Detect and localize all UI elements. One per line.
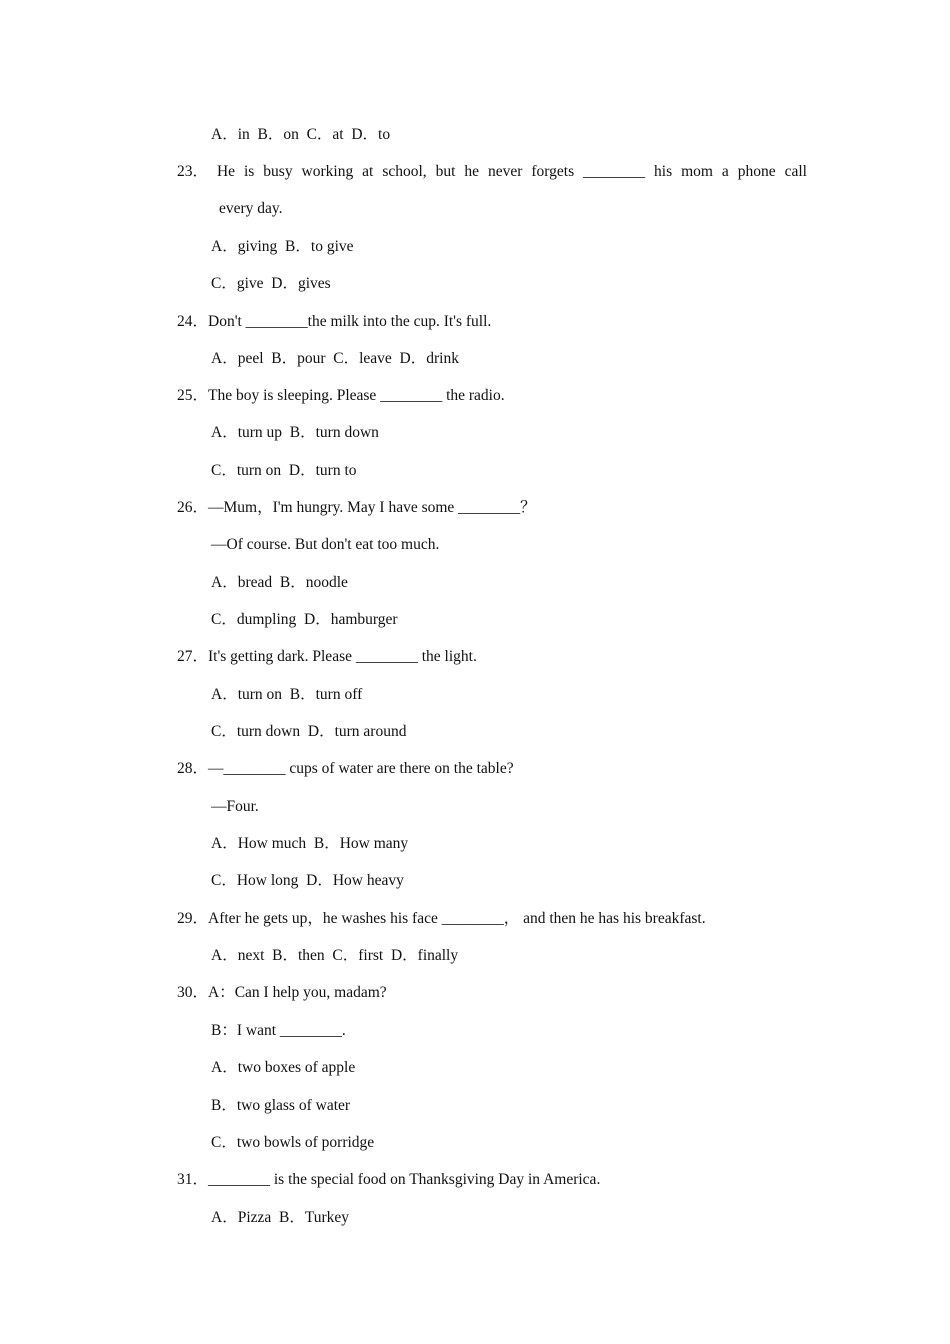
q23-word: a bbox=[721, 163, 729, 180]
q30-option-b: B．two glass of water bbox=[211, 1097, 351, 1114]
q30-reply: B：I want ________. bbox=[211, 1022, 346, 1039]
q23-word: call bbox=[784, 163, 807, 180]
q23-number: 23． bbox=[177, 163, 209, 180]
q23-word: working bbox=[301, 163, 354, 180]
q30-option-c: C．two bowls of porridge bbox=[211, 1134, 375, 1151]
q23-word: mom bbox=[681, 163, 713, 180]
q24-stem: 24．Don't ________the milk into the cup. It's full. bbox=[177, 313, 492, 330]
q30-option-a: A．two boxes of apple bbox=[211, 1059, 356, 1076]
q22-options: A．in B．on C．at D．to bbox=[211, 126, 391, 143]
q24-options: A．peel B．pour C．leave D．drink bbox=[211, 350, 459, 367]
q31-stem: 31．________ is the special food on Thanksgiving Day in America. bbox=[177, 1171, 601, 1188]
q23-word: his bbox=[654, 163, 673, 180]
q23-word: He bbox=[216, 163, 236, 180]
q23-word: school, bbox=[382, 163, 427, 180]
q28-stem: 28．—________ cups of water are there on the table? bbox=[177, 760, 514, 777]
q30-stem: 30．A：Can I help you, madam? bbox=[177, 984, 387, 1001]
q25-options-cd: C．turn on D．turn to bbox=[211, 462, 357, 479]
q23-word: he bbox=[464, 163, 480, 180]
q23-word: phone bbox=[737, 163, 776, 180]
q23-word: forgets bbox=[531, 163, 575, 180]
q26-options-ab: A．bread B．noodle bbox=[211, 574, 348, 591]
q23-options-ab: A．giving B．to give bbox=[211, 238, 354, 255]
q26-options-cd: C．dumpling D．hamburger bbox=[211, 611, 398, 628]
q26-stem: 26．—Mum，I'm hungry. May I have some ________？ bbox=[177, 499, 536, 516]
q25-stem: 25．The boy is sleeping. Please ________ the radio. bbox=[177, 387, 505, 404]
q28-options-cd: C．How long D．How heavy bbox=[211, 872, 404, 889]
q28-options-ab: A．How much B．How many bbox=[211, 835, 409, 852]
q27-stem: 27．It's getting dark. Please ________ the light. bbox=[177, 648, 477, 665]
q31-options: A．Pizza B．Turkey bbox=[211, 1209, 350, 1226]
q23-word: but bbox=[435, 163, 456, 180]
q23-word: busy bbox=[263, 163, 293, 180]
q28-reply: —Four. bbox=[211, 798, 259, 815]
q27-options-ab: A．turn on B．turn off bbox=[211, 686, 363, 703]
q23-word: never bbox=[487, 163, 523, 180]
q29-stem: 29．After he gets up，he washes his face ________， and then he has his breakfast. bbox=[177, 910, 706, 927]
q25-options-ab: A．turn up B．turn down bbox=[211, 424, 379, 441]
q29-options: A．next B．then C．first D．finally bbox=[211, 947, 459, 964]
q23-word: at bbox=[362, 163, 374, 180]
q23-options-cd: C．give D．gives bbox=[211, 275, 331, 292]
q26-reply: —Of course. But don't eat too much. bbox=[211, 536, 440, 553]
q27-options-cd: C．turn down D．turn around bbox=[211, 723, 407, 740]
q23-word: is bbox=[244, 163, 255, 180]
q23-blank: ________ bbox=[583, 163, 646, 180]
q23-stem-continued: every day. bbox=[219, 200, 283, 217]
q23-stem bbox=[177, 162, 807, 182]
